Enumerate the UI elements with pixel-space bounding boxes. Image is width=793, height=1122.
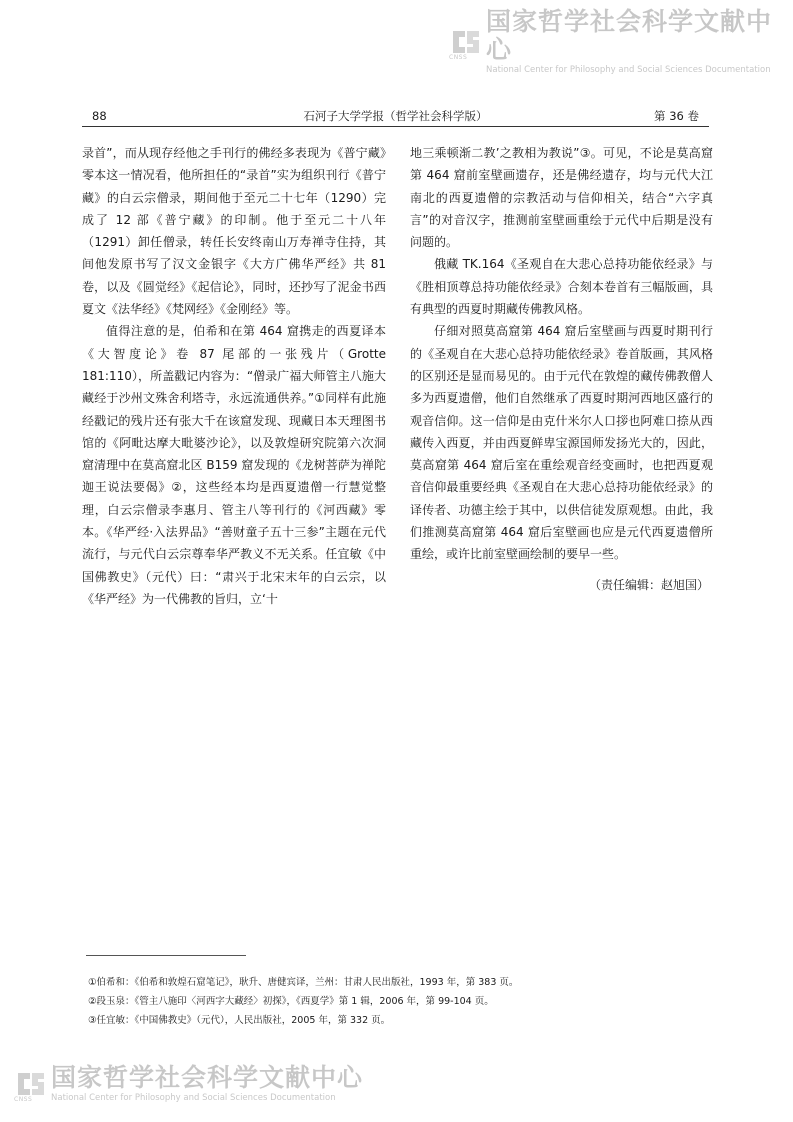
journal-title: 石河子大学学报（哲学社会科学版） (303, 109, 488, 123)
volume-label: 第 36 卷 (654, 109, 699, 123)
footnote-2: ②段玉泉：《管主八施印〈河西字大藏经〉初探》，《西夏学》第 1 辑，2006 年，第 99-104 页。 (88, 996, 494, 1007)
left-paragraph-2: 值得注意的是，伯希和在第 464 窟携走的西夏译本《大智度论》卷 87 尾部的一张残片（Grotte 181:110），所盖戳记内容为：“僧录广福大师管主八施大藏经于沙州文殊舍利塔寺，永远流通供养。”①同样有此施经戳记的残片还有张大千在该窟发现、现藏日本天理图书馆的《阿毗达摩大毗婆沙论》，以及敦煌研究院第六次洞窟清理中在莫高窟北区 B159 窟发现的《龙树菩萨为禅陀迦王说法要偈》②，这些经本均是西夏遗僧一行慧觉整理，白云宗僧录李惠月、管主八等刊行的《河西藏》零本。《华严经·入法界品》“善财童子五十三参”主题在元代流行，与元代白云宗尊奉华严教义不无关系。任宜敏《中国佛教史》（元代）曰：“肃兴于北宋末年的白云宗，以《华严经》为一代佛教的旨归，立‘十 (82, 324, 386, 606)
watermark-chinese-name: 国家哲学社会科学文献中心 (51, 1063, 364, 1092)
cnss-logo-icon (14, 1069, 48, 1103)
watermark-chinese-name: 国家哲学社会科学文献中心 (486, 7, 773, 64)
footnote-1: ①伯希和：《伯希和敦煌石窟笔记》，耿升、唐健宾译，兰州：甘肃人民出版社，1993 年，第 383 页。 (88, 977, 519, 988)
watermark-abbr: CNSS (449, 53, 468, 61)
watermark-english-name: National Center for Philosophy and Social Sciences Documentation (486, 65, 771, 75)
watermark-logo-top (449, 8, 793, 75)
editor-note: （责任编辑：赵旭国） (588, 577, 709, 592)
cnss-logo-icon (449, 27, 483, 61)
watermark-english-name: National Center for Philosophy and Social Sciences Documentation (51, 1093, 336, 1103)
footnote-rule (86, 955, 246, 956)
watermark-logo-bottom (14, 1064, 363, 1103)
page-number: 88 (92, 109, 107, 123)
footnote-3: ③任宜敏：《中国佛教史》（元代），人民出版社，2005 年，第 332 页。 (88, 1015, 391, 1026)
footnotes (88, 973, 688, 1030)
left-paragraph-1: 录首”，而从现存经他之手刊行的佛经多表现为《普宁藏》零本这一情况看，他所担任的“录首”实为组织刊行《普宁藏》的白云宗僧录，期间他于至元二十七年（1290）完成了 12 部《普宁藏》的印制。他于至元二十八年（1291）卸任僧录，转任长安终南山万寿禅寺住持，其间他发原书写了汉文金银字《大方广佛华严经》共 81 卷，以及《圆觉经》《起信论》，同时，还抄写了泥金书西夏文《法华经》《梵网经》《金刚经》等。 (82, 146, 386, 317)
right-column (410, 142, 713, 596)
right-paragraph-2: 俄藏 TK.164《圣观自在大悲心总持功能依经录》与《胜相顶尊总持功能依经录》合刻本卷首有三幅版画，具有典型的西夏时期藏传佛教风格。 (410, 257, 713, 317)
watermark-abbr: CNSS (14, 1095, 33, 1103)
running-header (82, 107, 709, 125)
left-column (82, 142, 386, 610)
right-paragraph-1: 地三乘顿渐二教’之教相为教说”③。可见，不论是莫高窟第 464 窟前室壁画遗存，还是佛经遗存，均与元代大江南北的西夏遗僧的宗教活动与信仰相关，结合“六字真言”的对音汉字，推测前室壁画重绘于元代中后期是没有问题的。 (410, 146, 713, 250)
right-paragraph-3: 仔细对照莫高窟第 464 窟后室壁画与西夏时期刊行的《圣观自在大悲心总持功能依经录》卷首版画，其风格的区别还是显而易见的。由于元代在敦煌的藏传佛教僧人多为西夏遗僧，他们自然继承了西夏时期河西地区盛行的观音信仰。这一信仰是由克什米尔人口拶也阿难口捺从西藏传入西夏，并由西夏鲜卑宝源国师发扬光大的，因此，莫高窟第 464 窟后室在重绘观音经变画时，也把西夏观音信仰最重要经典《圣观自在大悲心总持功能依经录》的译传者、功德主绘于其中，以供信徒发原观想。由此，我们推测莫高窟第 464 窟后室壁画也应是元代西夏遗僧所重绘，或许比前室壁画绘制的要早一些。 (410, 324, 713, 562)
header-rule (82, 126, 709, 127)
